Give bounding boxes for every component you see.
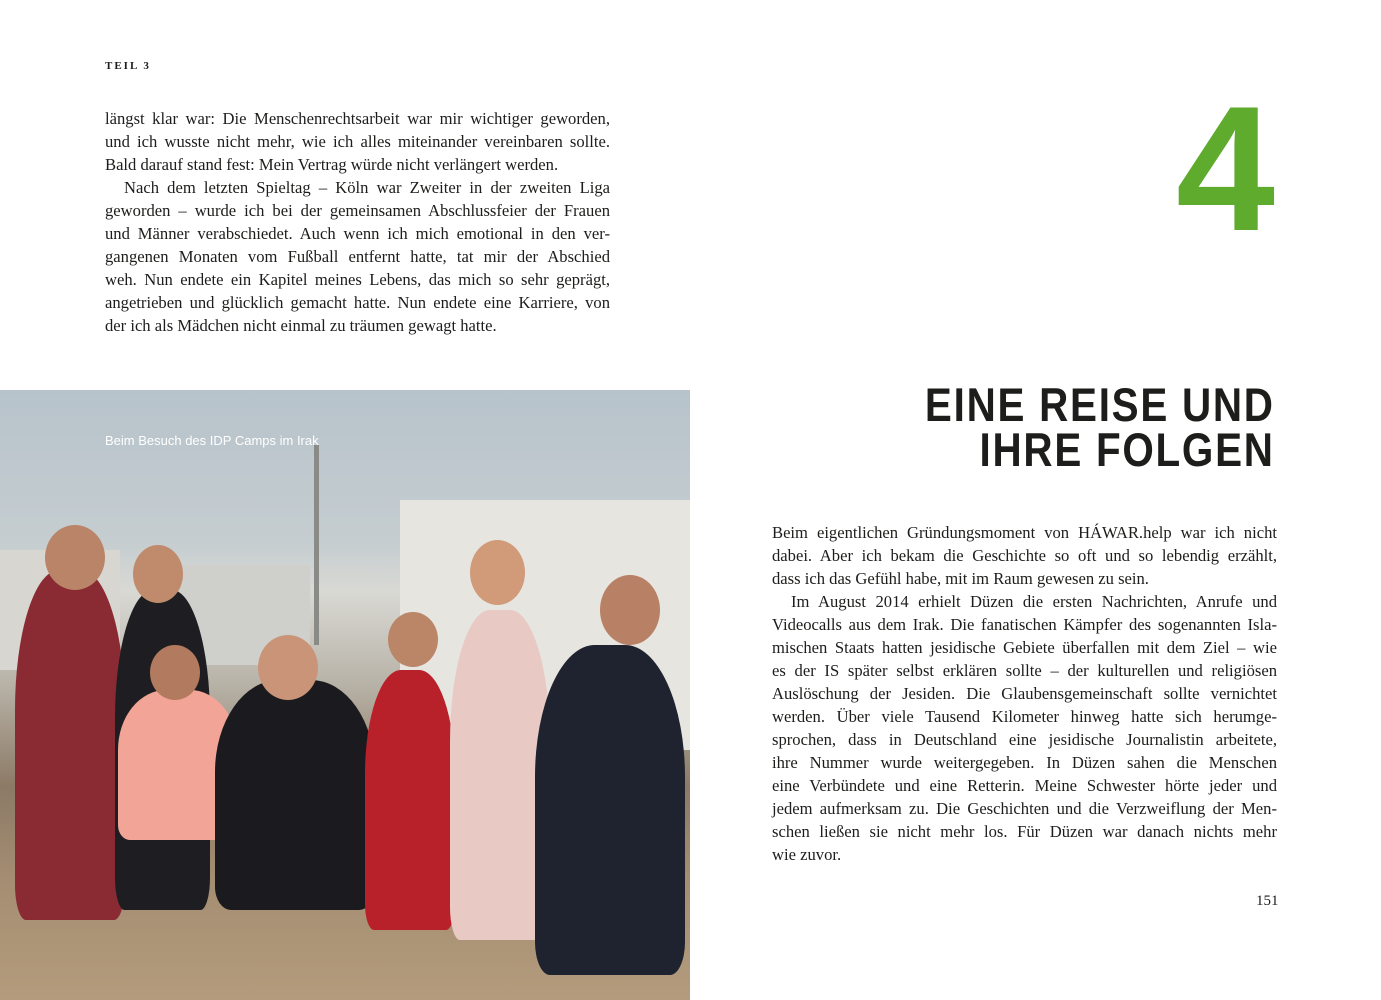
text-line: der ich als Mädchen nicht einmal zu träumen gewagt hatte. [105,316,497,335]
chapter-title [925,378,1275,476]
text-line: schen ließen sie nicht mehr los. Für Düzen war danach nichts mehr [772,822,1277,841]
text-line: es der IS später selbst erklären sollte – der kulturellen und religiösen [772,661,1277,680]
child-face [45,525,105,590]
running-head: TEIL 3 [105,60,151,72]
text-line: Beim eigentlichen Gründungsmoment von HÁWAR.help war ich nicht [772,523,1277,542]
text-line: mischen Staats hatten jesidische Gebiete überfallen mit dem Ziel – wie [772,638,1277,657]
text-line: eine Verbündete und eine Retterin. Meine Schwester hörte jeder und [772,776,1277,795]
text-line: sprochen, dass in Deutschland eine jesidische Journalistin arbeitete, [772,730,1277,749]
text-line: längst klar war: Die Menschenrechtsarbeit war mir wichtiger geworden, [105,109,610,128]
text-line: dabei. Aber ich bekam die Geschichte so oft und so lebendig erzählt, [772,546,1277,565]
text-line: Im August 2014 erhielt Düzen die ersten Nachrichten, Anrufe und [791,592,1277,611]
text-line: dass ich das Gefühl habe, mit im Raum gewesen zu sein. [772,569,1149,588]
chapter-number: 4 [1176,69,1275,268]
chapter-title-line: IHRE FOLGEN [979,423,1275,476]
child-red-dress [365,670,455,930]
text-line: ihre Nummer wurde weitergegeben. In Düzen sahen die Menschen [772,753,1277,772]
woman [215,680,375,910]
text-line: geworden – wurde ich bei der gemeinsamen Abschlussfeier der Frauen [105,201,610,220]
child-face [150,645,200,700]
child-face [470,540,525,605]
text-line: und ich wusste nicht mehr, wie ich alles miteinander vereinbaren sollte. [105,132,610,151]
left-page-body-text [105,107,610,337]
text-line: werden. Über viele Tausend Kilometer hinweg hatte sich herumge- [772,707,1277,726]
text-line: weh. Nun endete ein Kapitel meines Lebens, das mich so sehr geprägt, [105,270,610,289]
right-page-body-text [772,521,1277,866]
text-line: jedem aufmerksam zu. Die Geschichten und die Verzweiflung der Men- [772,799,1277,818]
text-line: Bald darauf stand fest: Mein Vertrag würde nicht verlängert werden. [105,155,559,174]
camp-photo [0,390,690,1000]
text-line: Nach dem letzten Spieltag – Köln war Zweiter in der zweiten Liga [124,178,610,197]
text-line: angetrieben und glücklich gemacht hatte. Nun endete eine Karriere, von [105,293,610,312]
child [535,645,685,975]
child-face [388,612,438,667]
text-line: Auslöschung der Jesiden. Die Glaubensgemeinschaft sollte vernichtet [772,684,1277,703]
text-line: gangenen Monaten vom Fußball entfernt hatte, tat mir der Abschied [105,247,610,266]
chapter-title-line: EINE REISE UND [925,378,1275,431]
woman-face [258,635,318,700]
text-line: Videocalls aus dem Irak. Die fanatischen Kämpfer des sogenannten Isla- [772,615,1277,634]
child [15,570,125,920]
utility-pole [314,445,319,645]
page-number: 151 [1256,893,1279,909]
photo-caption: Beim Besuch des IDP Camps im Irak [105,433,319,448]
child-face [600,575,660,645]
text-line: und Männer verabschiedet. Auch wenn ich mich emotional in den ver- [105,224,610,243]
child-face [133,545,183,603]
text-line: wie zuvor. [772,845,842,864]
